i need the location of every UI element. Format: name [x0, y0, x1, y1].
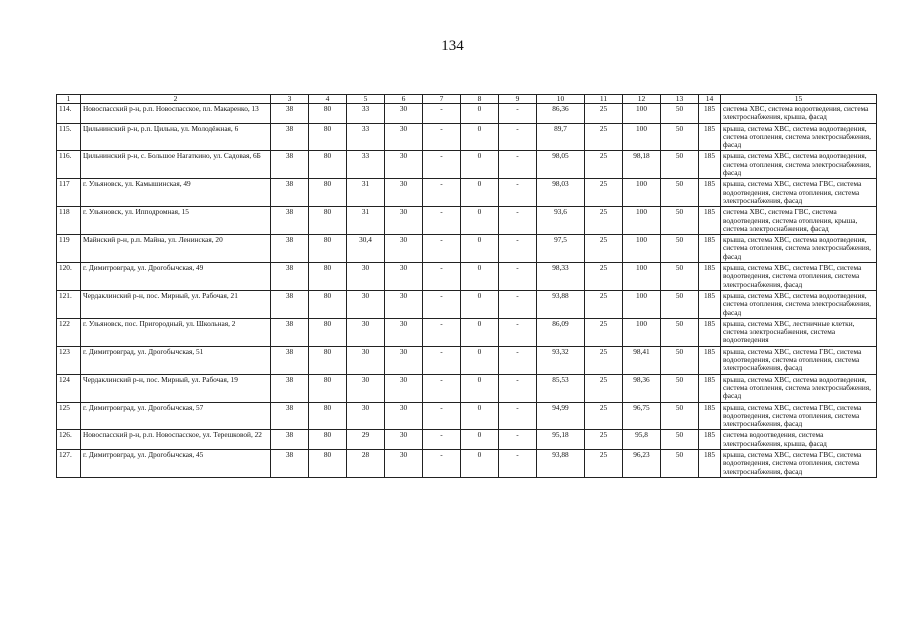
value-cell: 25	[585, 449, 623, 477]
value-cell: -	[499, 374, 537, 402]
value-cell: -	[499, 449, 537, 477]
value-cell: 50	[661, 263, 699, 291]
value-cell: 30	[347, 374, 385, 402]
value-cell: 30	[385, 207, 423, 235]
value-cell: -	[423, 104, 461, 124]
value-cell: 0	[461, 346, 499, 374]
value-cell: 50	[661, 430, 699, 450]
column-header: 11	[585, 95, 623, 104]
row-number: 118	[57, 207, 81, 235]
value-cell: 38	[271, 318, 309, 346]
value-cell: 38	[271, 430, 309, 450]
table-row	[57, 318, 877, 346]
value-cell: -	[499, 151, 537, 179]
row-number: 120.	[57, 263, 81, 291]
value-cell: 38	[271, 179, 309, 207]
column-header: 4	[309, 95, 347, 104]
value-cell: -	[423, 235, 461, 263]
value-cell: 25	[585, 179, 623, 207]
column-header: 13	[661, 95, 699, 104]
value-cell: -	[423, 263, 461, 291]
value-cell: 185	[699, 374, 721, 402]
works-cell: крыша, система ХВС, система водоотведения, система отопления, система электроснабжения, фасад	[721, 123, 877, 151]
address-cell: Новоспасский р-н, р.п. Новоспасское, ул. Терешковой, 22	[81, 430, 271, 450]
value-cell: 25	[585, 207, 623, 235]
value-cell: 50	[661, 151, 699, 179]
value-cell: 100	[623, 207, 661, 235]
value-cell: 25	[585, 318, 623, 346]
value-cell: 30	[385, 179, 423, 207]
value-cell: 30,4	[347, 235, 385, 263]
value-cell: 0	[461, 449, 499, 477]
value-cell: -	[423, 290, 461, 318]
value-cell: 100	[623, 318, 661, 346]
value-cell: 25	[585, 263, 623, 291]
works-cell: система ХВС, система водоотведения, система электроснабжения, крыша, фасад	[721, 104, 877, 124]
value-cell: 38	[271, 263, 309, 291]
value-cell: 50	[661, 207, 699, 235]
value-cell: 30	[347, 290, 385, 318]
address-cell: Майнский р-н, р.п. Майна, ул. Ленинская, 20	[81, 235, 271, 263]
value-cell: 0	[461, 374, 499, 402]
value-cell: 96,75	[623, 402, 661, 430]
value-cell: 25	[585, 151, 623, 179]
value-cell: 0	[461, 179, 499, 207]
value-cell: 98,18	[623, 151, 661, 179]
value-cell: 50	[661, 346, 699, 374]
works-cell: крыша, система ХВС, лестничные клетки, система электроснабжения, система водоотведения	[721, 318, 877, 346]
value-cell: 80	[309, 235, 347, 263]
table-body	[57, 104, 877, 478]
value-cell: 98,33	[537, 263, 585, 291]
works-cell: крыша, система ХВС, система ГВС, система водоотведения, система отопления, система электроснабжения, фасад	[721, 179, 877, 207]
value-cell: 0	[461, 235, 499, 263]
value-cell: 28	[347, 449, 385, 477]
value-cell: -	[499, 235, 537, 263]
value-cell: 50	[661, 449, 699, 477]
column-header: 1	[57, 95, 81, 104]
table-row	[57, 123, 877, 151]
value-cell: -	[499, 402, 537, 430]
value-cell: 80	[309, 346, 347, 374]
value-cell: -	[499, 430, 537, 450]
value-cell: 38	[271, 290, 309, 318]
value-cell: -	[423, 318, 461, 346]
value-cell: -	[499, 263, 537, 291]
value-cell: 38	[271, 235, 309, 263]
value-cell: 95,8	[623, 430, 661, 450]
value-cell: 0	[461, 123, 499, 151]
value-cell: 0	[461, 263, 499, 291]
column-header: 7	[423, 95, 461, 104]
row-number: 127.	[57, 449, 81, 477]
value-cell: 185	[699, 263, 721, 291]
value-cell: 33	[347, 151, 385, 179]
value-cell: 0	[461, 290, 499, 318]
address-cell: г. Димитровград, ул. Дрогобычская, 57	[81, 402, 271, 430]
address-cell: г. Димитровград, ул. Дрогобычская, 49	[81, 263, 271, 291]
row-number: 119	[57, 235, 81, 263]
value-cell: 185	[699, 151, 721, 179]
value-cell: 50	[661, 290, 699, 318]
value-cell: 94,99	[537, 402, 585, 430]
value-cell: 25	[585, 402, 623, 430]
value-cell: 50	[661, 123, 699, 151]
value-cell: 30	[385, 104, 423, 124]
value-cell: 185	[699, 318, 721, 346]
value-cell: 30	[347, 346, 385, 374]
value-cell: 0	[461, 430, 499, 450]
value-cell: 38	[271, 374, 309, 402]
works-cell: крыша, система ХВС, система ГВС, система водоотведения, система отопления, система электроснабжения, фасад	[721, 449, 877, 477]
table-row	[57, 104, 877, 124]
value-cell: -	[423, 123, 461, 151]
value-cell: 30	[385, 290, 423, 318]
value-cell: 185	[699, 346, 721, 374]
value-cell: 89,7	[537, 123, 585, 151]
value-cell: 33	[347, 123, 385, 151]
table-row	[57, 346, 877, 374]
value-cell: 30	[385, 449, 423, 477]
column-header: 2	[81, 95, 271, 104]
value-cell: 31	[347, 207, 385, 235]
value-cell: 33	[347, 104, 385, 124]
value-cell: 30	[385, 346, 423, 374]
value-cell: 93,88	[537, 449, 585, 477]
value-cell: 25	[585, 290, 623, 318]
header-row	[57, 95, 877, 104]
value-cell: 80	[309, 263, 347, 291]
value-cell: 38	[271, 151, 309, 179]
value-cell: -	[423, 346, 461, 374]
table-row	[57, 207, 877, 235]
value-cell: 185	[699, 123, 721, 151]
column-header: 9	[499, 95, 537, 104]
value-cell: 93,32	[537, 346, 585, 374]
value-cell: -	[423, 374, 461, 402]
value-cell: -	[423, 179, 461, 207]
value-cell: 185	[699, 449, 721, 477]
works-cell: крыша, система ХВС, система ГВС, система водоотведения, система отопления, система электроснабжения, фасад	[721, 402, 877, 430]
value-cell: 30	[385, 151, 423, 179]
value-cell: 93,6	[537, 207, 585, 235]
value-cell: 38	[271, 104, 309, 124]
value-cell: 97,5	[537, 235, 585, 263]
column-header: 12	[623, 95, 661, 104]
column-header: 15	[721, 95, 877, 104]
value-cell: -	[499, 104, 537, 124]
value-cell: 80	[309, 207, 347, 235]
column-header: 3	[271, 95, 309, 104]
works-cell: крыша, система ХВС, система ГВС, система водоотведения, система отопления, система электроснабжения, фасад	[721, 346, 877, 374]
table-row	[57, 151, 877, 179]
value-cell: 80	[309, 179, 347, 207]
column-header: 5	[347, 95, 385, 104]
value-cell: 86,36	[537, 104, 585, 124]
address-cell: Чердаклинский р-н, пос. Мирный, ул. Рабочая, 19	[81, 374, 271, 402]
address-cell: Чердаклинский р-н, пос. Мирный, ул. Рабочая, 21	[81, 290, 271, 318]
value-cell: 86,09	[537, 318, 585, 346]
value-cell: 185	[699, 290, 721, 318]
value-cell: -	[499, 207, 537, 235]
value-cell: 185	[699, 430, 721, 450]
value-cell: 25	[585, 235, 623, 263]
address-cell: Цильнинский р-н, с. Большое Нагаткино, ул. Садовая, 6Б	[81, 151, 271, 179]
value-cell: 30	[385, 263, 423, 291]
value-cell: 30	[385, 402, 423, 430]
value-cell: 25	[585, 123, 623, 151]
value-cell: 0	[461, 104, 499, 124]
value-cell: 0	[461, 318, 499, 346]
value-cell: 100	[623, 235, 661, 263]
address-cell: г. Димитровград, ул. Дрогобычская, 51	[81, 346, 271, 374]
row-number: 124	[57, 374, 81, 402]
value-cell: -	[423, 449, 461, 477]
value-cell: 185	[699, 235, 721, 263]
address-cell: г. Ульяновск, ул. Ипподромная, 15	[81, 207, 271, 235]
table-row	[57, 430, 877, 450]
value-cell: 38	[271, 123, 309, 151]
value-cell: 30	[385, 430, 423, 450]
address-cell: г. Ульяновск, пос. Пригородный, ул. Школьная, 2	[81, 318, 271, 346]
works-cell: крыша, система ХВС, система ГВС, система водоотведения, система отопления, система электроснабжения, фасад	[721, 263, 877, 291]
column-header: 14	[699, 95, 721, 104]
value-cell: -	[499, 290, 537, 318]
row-number: 114.	[57, 104, 81, 124]
value-cell: 80	[309, 318, 347, 346]
value-cell: 25	[585, 374, 623, 402]
table-row	[57, 374, 877, 402]
column-header: 6	[385, 95, 423, 104]
row-number: 115.	[57, 123, 81, 151]
row-number: 116.	[57, 151, 81, 179]
table-row	[57, 402, 877, 430]
row-number: 117	[57, 179, 81, 207]
value-cell: 50	[661, 179, 699, 207]
value-cell: 25	[585, 104, 623, 124]
value-cell: 30	[347, 263, 385, 291]
value-cell: 185	[699, 104, 721, 124]
value-cell: 185	[699, 402, 721, 430]
value-cell: 30	[385, 318, 423, 346]
row-number: 126.	[57, 430, 81, 450]
row-number: 125	[57, 402, 81, 430]
value-cell: 0	[461, 151, 499, 179]
table-row	[57, 290, 877, 318]
works-cell: система ХВС, система ГВС, система водоотведения, система отопления, крыша, система электроснабжения, фасад	[721, 207, 877, 235]
value-cell: 80	[309, 290, 347, 318]
value-cell: 38	[271, 207, 309, 235]
value-cell: 185	[699, 207, 721, 235]
value-cell: 80	[309, 374, 347, 402]
value-cell: 50	[661, 402, 699, 430]
value-cell: 80	[309, 430, 347, 450]
value-cell: 100	[623, 104, 661, 124]
value-cell: 0	[461, 207, 499, 235]
value-cell: -	[423, 430, 461, 450]
value-cell: 98,03	[537, 179, 585, 207]
address-cell: г. Ульяновск, ул. Камышинская, 49	[81, 179, 271, 207]
value-cell: -	[499, 179, 537, 207]
table-row	[57, 235, 877, 263]
works-cell: крыша, система ХВС, система водоотведения, система отопления, система электроснабжения, фасад	[721, 235, 877, 263]
value-cell: -	[499, 123, 537, 151]
column-header: 8	[461, 95, 499, 104]
value-cell: 0	[461, 402, 499, 430]
value-cell: 100	[623, 179, 661, 207]
value-cell: 30	[385, 235, 423, 263]
value-cell: -	[423, 151, 461, 179]
value-cell: 29	[347, 430, 385, 450]
table-row	[57, 263, 877, 291]
value-cell: 80	[309, 151, 347, 179]
value-cell: 185	[699, 179, 721, 207]
value-cell: 95,18	[537, 430, 585, 450]
value-cell: 25	[585, 346, 623, 374]
value-cell: 100	[623, 123, 661, 151]
value-cell: 38	[271, 402, 309, 430]
value-cell: 100	[623, 290, 661, 318]
works-cell: крыша, система ХВС, система водоотведения, система отопления, система электроснабжения, фасад	[721, 290, 877, 318]
value-cell: 38	[271, 346, 309, 374]
row-number: 123	[57, 346, 81, 374]
value-cell: 80	[309, 104, 347, 124]
value-cell: 50	[661, 104, 699, 124]
column-header: 10	[537, 95, 585, 104]
value-cell: 100	[623, 263, 661, 291]
value-cell: 30	[347, 402, 385, 430]
table-row	[57, 179, 877, 207]
value-cell: 30	[385, 123, 423, 151]
address-cell: г. Димитровград, ул. Дрогобычская, 45	[81, 449, 271, 477]
value-cell: 96,23	[623, 449, 661, 477]
value-cell: 50	[661, 318, 699, 346]
value-cell: 31	[347, 179, 385, 207]
value-cell: 38	[271, 449, 309, 477]
value-cell: 85,53	[537, 374, 585, 402]
table-row	[57, 449, 877, 477]
value-cell: 30	[347, 318, 385, 346]
row-number: 122	[57, 318, 81, 346]
page-number: 134	[441, 38, 464, 54]
value-cell: -	[499, 318, 537, 346]
works-cell: крыша, система ХВС, система водоотведения, система отопления, система электроснабжения, фасад	[721, 151, 877, 179]
value-cell: 80	[309, 123, 347, 151]
address-cell: Цильнинский р-н, р.п. Цильна, ул. Молодёжная, 6	[81, 123, 271, 151]
value-cell: 30	[385, 374, 423, 402]
value-cell: 50	[661, 374, 699, 402]
value-cell: 80	[309, 449, 347, 477]
value-cell: 98,41	[623, 346, 661, 374]
register-table	[56, 94, 877, 478]
value-cell: -	[423, 207, 461, 235]
value-cell: -	[423, 402, 461, 430]
value-cell: 93,88	[537, 290, 585, 318]
value-cell: 98,36	[623, 374, 661, 402]
works-cell: система водоотведения, система электроснабжения, крыша, фасад	[721, 430, 877, 450]
value-cell: -	[499, 346, 537, 374]
value-cell: 50	[661, 235, 699, 263]
value-cell: 98,05	[537, 151, 585, 179]
value-cell: 80	[309, 402, 347, 430]
works-cell: крыша, система ХВС, система водоотведения, система отопления, система электроснабжения, фасад	[721, 374, 877, 402]
row-number: 121.	[57, 290, 81, 318]
value-cell: 25	[585, 430, 623, 450]
address-cell: Новоспасский р-н, р.п. Новоспасское, пл. Макаренко, 13	[81, 104, 271, 124]
